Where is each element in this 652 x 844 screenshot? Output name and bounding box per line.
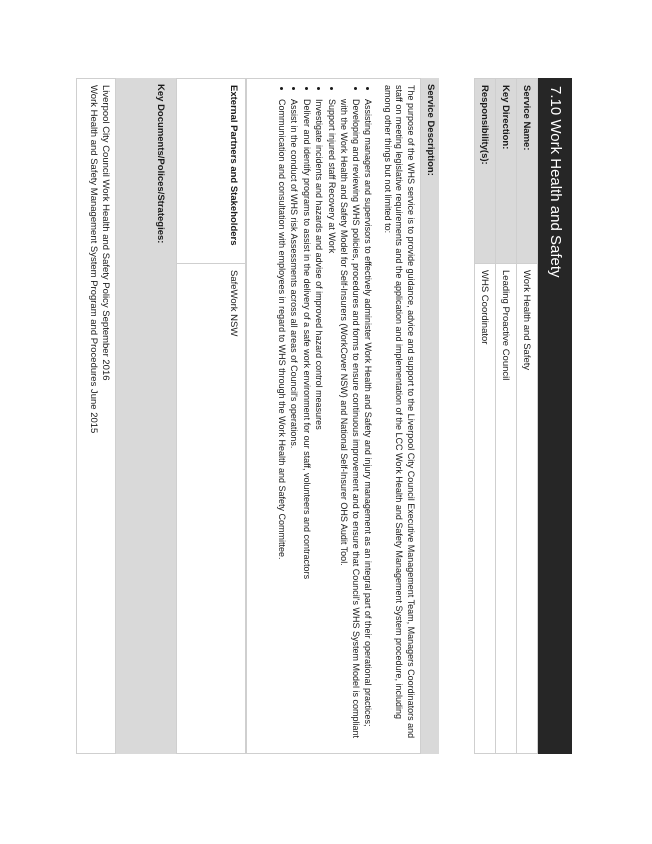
list-item: • Deliver and identify programs to assist in the delivery of a safe work environment for our staff, volunteers and contractors bbox=[301, 99, 313, 747]
list-item: • Support injured staff Recovery at Work bbox=[326, 99, 338, 747]
responsibility-label: Responsibility(s): bbox=[475, 79, 496, 264]
list-item: • Developing and reviewing WHS policies, procedures and forms to ensure continuous improvement and to ensure that Council's WHS System Model is compliant with the Work Health and Safety Model for Self-Insurers (WorkCover NSW) and National Self-Insurer OHS Audit Tool. bbox=[338, 99, 361, 747]
service-description-list bbox=[276, 85, 374, 747]
list-item: • Assisting managers and supervisors to effectively administer Work Health and Safety and injury management as an integral part of their operational practices; bbox=[362, 99, 374, 747]
key-direction-label: Key Direction: bbox=[496, 79, 517, 264]
list-item: • Communication and consultation with employees in regard to WHS through the Work Health and Safety Committee. bbox=[276, 99, 288, 747]
key-direction-value: Leading Proactive Council bbox=[496, 264, 517, 754]
list-item: • Investigate incidents and hazards and advise of improved hazard control measures bbox=[313, 99, 325, 747]
list-item: • Assist in the conduct of WHS risk Assessments across all areas of Council's operations. bbox=[288, 99, 300, 747]
service-description-body bbox=[246, 78, 421, 754]
external-partners-table bbox=[176, 78, 246, 754]
key-document-item: Liverpool City Council Work Health and Safety Policy September 2016 bbox=[100, 85, 111, 381]
info-row-service-name bbox=[517, 79, 538, 754]
service-description-heading: Service Description: bbox=[421, 78, 439, 754]
service-name-value: Work Health and Safety bbox=[517, 264, 538, 754]
section-title: 7.10 Work Health and Safety bbox=[538, 78, 572, 754]
service-description-intro: The purpose of the WHS service is to provide guidance, advice and support to the Liverpool City Council Executive Management Team, Managers Coordinators and staff on meeting legislative requirements and the application and implementation of the LCC Work Health and Safety Management System procedure, including among other things but not limited to: bbox=[383, 85, 416, 739]
external-partners-label: External Partners and Stakeholders bbox=[177, 79, 246, 264]
external-partners-value: SafeWork NSW bbox=[177, 264, 246, 754]
info-row-key-direction bbox=[496, 79, 517, 754]
info-row-responsibility bbox=[475, 79, 496, 754]
responsibility-value: WHS Coordinator bbox=[475, 264, 496, 754]
key-documents-body bbox=[76, 78, 116, 754]
service-info-table bbox=[474, 78, 538, 754]
key-documents-heading: Key Documents/Polices/Strategies: bbox=[116, 78, 176, 754]
service-name-label: Service Name: bbox=[517, 79, 538, 264]
key-document-item: Work Health and Safety Management System Program and Procedures June 2015 bbox=[88, 85, 99, 434]
external-partners-row bbox=[177, 79, 246, 754]
